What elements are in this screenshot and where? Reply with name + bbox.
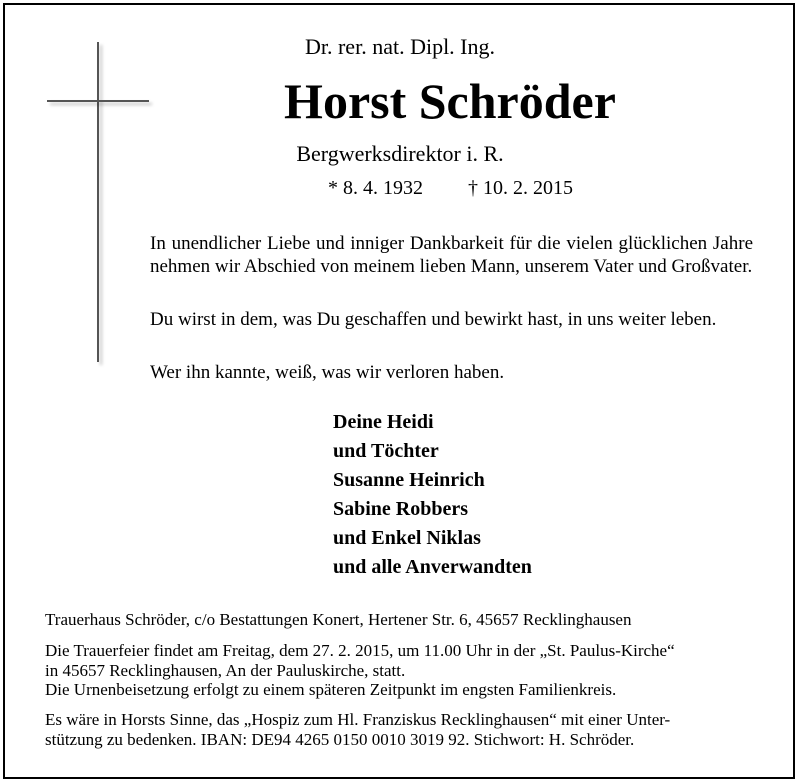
- profession: Bergwerksdirektor i. R.: [296, 141, 504, 166]
- paragraph-legacy: Du wirst in dem, was Du geschaffen und bewirkt hast, in uns weiter leben.: [150, 309, 717, 330]
- ceremony-line: Die Trauerfeier findet am Freitag, dem 27. 2. 2015, um 11.00 Uhr in der „St. Paulus-Kirche“: [45, 641, 675, 660]
- ceremony-line: Die Urnenbeisetzung erfolgt zu einem späteren Zeitpunkt im engsten Familienkreis.: [45, 680, 617, 699]
- mourner-line: und alle Anverwandten: [333, 556, 532, 578]
- donation-info: [45, 710, 753, 749]
- mourner-line: Deine Heidi: [333, 411, 434, 433]
- mourning-house-address: [45, 610, 753, 630]
- birth-date: * 8. 4. 1932: [328, 177, 423, 199]
- deceased-name: Horst Schröder: [284, 73, 616, 129]
- mourners-list: [333, 408, 532, 582]
- donation-line: stützung zu bedenken. IBAN: DE94 4265 0150 0010 3019 92. Stichwort: H. Schröder.: [45, 729, 635, 749]
- academic-degree: Dr. rer. nat. Dipl. Ing.: [304, 34, 496, 59]
- paragraph-loss: Wer ihn kannte, weiß, was wir verloren haben.: [150, 362, 505, 383]
- mourner-line: und Töchter: [333, 440, 439, 462]
- mourner-line: und Enkel Niklas: [333, 527, 481, 549]
- paragraph-farewell: In unendlicher Liebe und inniger Dankbarkeit für die vielen glücklichen Jahre nehmen wir Abschied von meinem lieben Mann, unserem Vater und Großvater.: [150, 233, 753, 277]
- address-line: Trauerhaus Schröder, c/o Bestattungen Konert, Hertener Str. 6, 45657 Recklinghausen: [45, 610, 632, 629]
- ceremony-info: [45, 641, 753, 700]
- death-date: † 10. 2. 2015: [468, 177, 573, 199]
- mourner-line: Susanne Heinrich: [333, 469, 485, 491]
- ceremony-line: in 45657 Recklinghausen, An der Pauluskirche, statt.: [45, 660, 406, 680]
- donation-line: Es wäre in Horsts Sinne, das „Hospiz zum Hl. Franziskus Recklinghausen“ mit einer Unter-: [45, 710, 671, 729]
- mourner-line: Sabine Robbers: [333, 498, 469, 520]
